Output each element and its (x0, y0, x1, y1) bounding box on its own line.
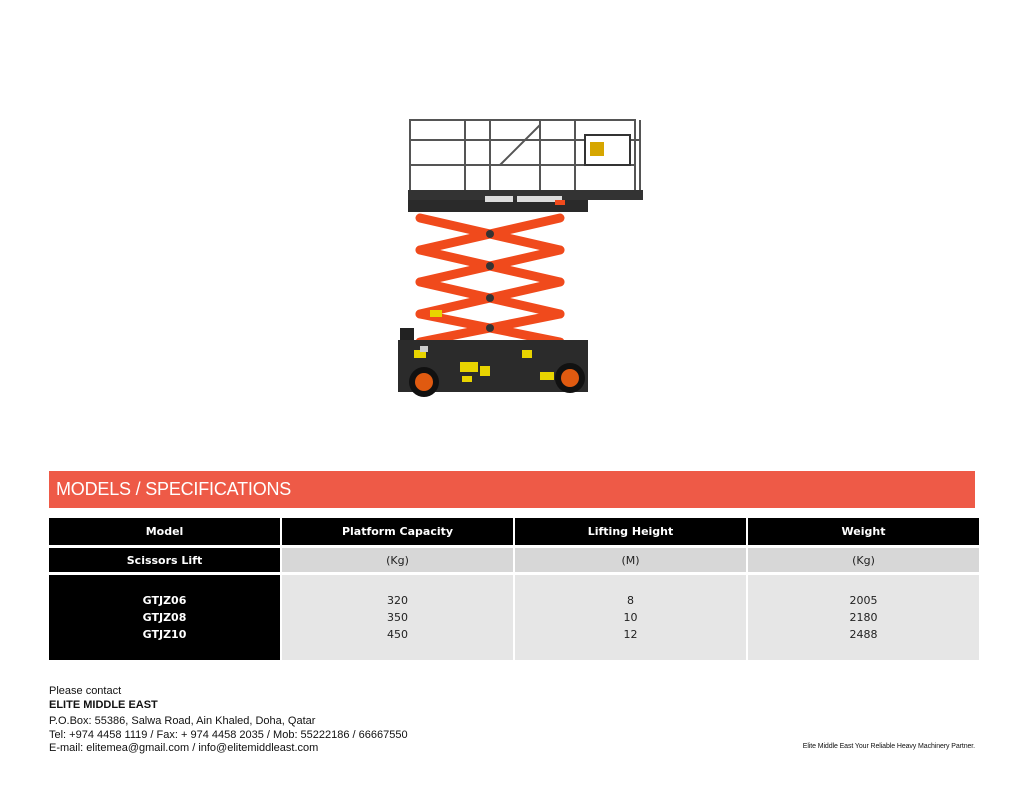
height-value: 10 (623, 611, 638, 624)
header-model: Model (49, 518, 280, 545)
model-name: GTJZ08 (142, 611, 187, 624)
footer-tagline: Elite Middle East Your Reliable Heavy Machinery Partner. (802, 743, 975, 750)
capacity-value: 320 (387, 594, 408, 607)
table-header-row (49, 518, 979, 545)
unit-capacity: (Kg) (282, 548, 513, 572)
model-name: GTJZ10 (142, 628, 187, 641)
unit-model: Scissors Lift (49, 548, 280, 572)
section-banner: MODELS / SPECIFICATIONS (49, 471, 975, 508)
contact-intro: Please contact (49, 685, 122, 697)
height-cell (515, 575, 746, 660)
weight-value: 2488 (849, 628, 878, 641)
header-lifting-height: Lifting Height (515, 518, 746, 545)
specifications-table (47, 518, 981, 660)
weight-value: 2180 (849, 611, 878, 624)
header-weight: Weight (748, 518, 979, 545)
height-value: 12 (623, 628, 638, 641)
table-data-row (49, 575, 979, 660)
capacity-value: 450 (387, 628, 408, 641)
model-cell (49, 575, 280, 660)
capacity-cell (282, 575, 513, 660)
contact-address: P.O.Box: 55386, Salwa Road, Ain Khaled, Doha, Qatar (49, 715, 316, 727)
weight-value: 2005 (849, 594, 878, 607)
scissor-lift-image (390, 110, 650, 410)
capacity-value: 350 (387, 611, 408, 624)
model-name: GTJZ06 (142, 594, 187, 607)
contact-phone: Tel: +974 4458 1119 / Fax: + 974 4458 2035 / Mob: 55222186 / 66667550 (49, 728, 408, 741)
unit-weight: (Kg) (748, 548, 979, 572)
unit-height: (M) (515, 548, 746, 572)
contact-email: E-mail: elitemea@gmail.com / info@elitemiddleast.com (49, 742, 319, 754)
company-name: ELITE MIDDLE EAST (49, 698, 158, 711)
weight-cell (748, 575, 979, 660)
header-platform-capacity: Platform Capacity (282, 518, 513, 545)
height-value: 8 (627, 594, 634, 607)
contact-block (49, 685, 408, 756)
table-units-row (49, 548, 979, 572)
